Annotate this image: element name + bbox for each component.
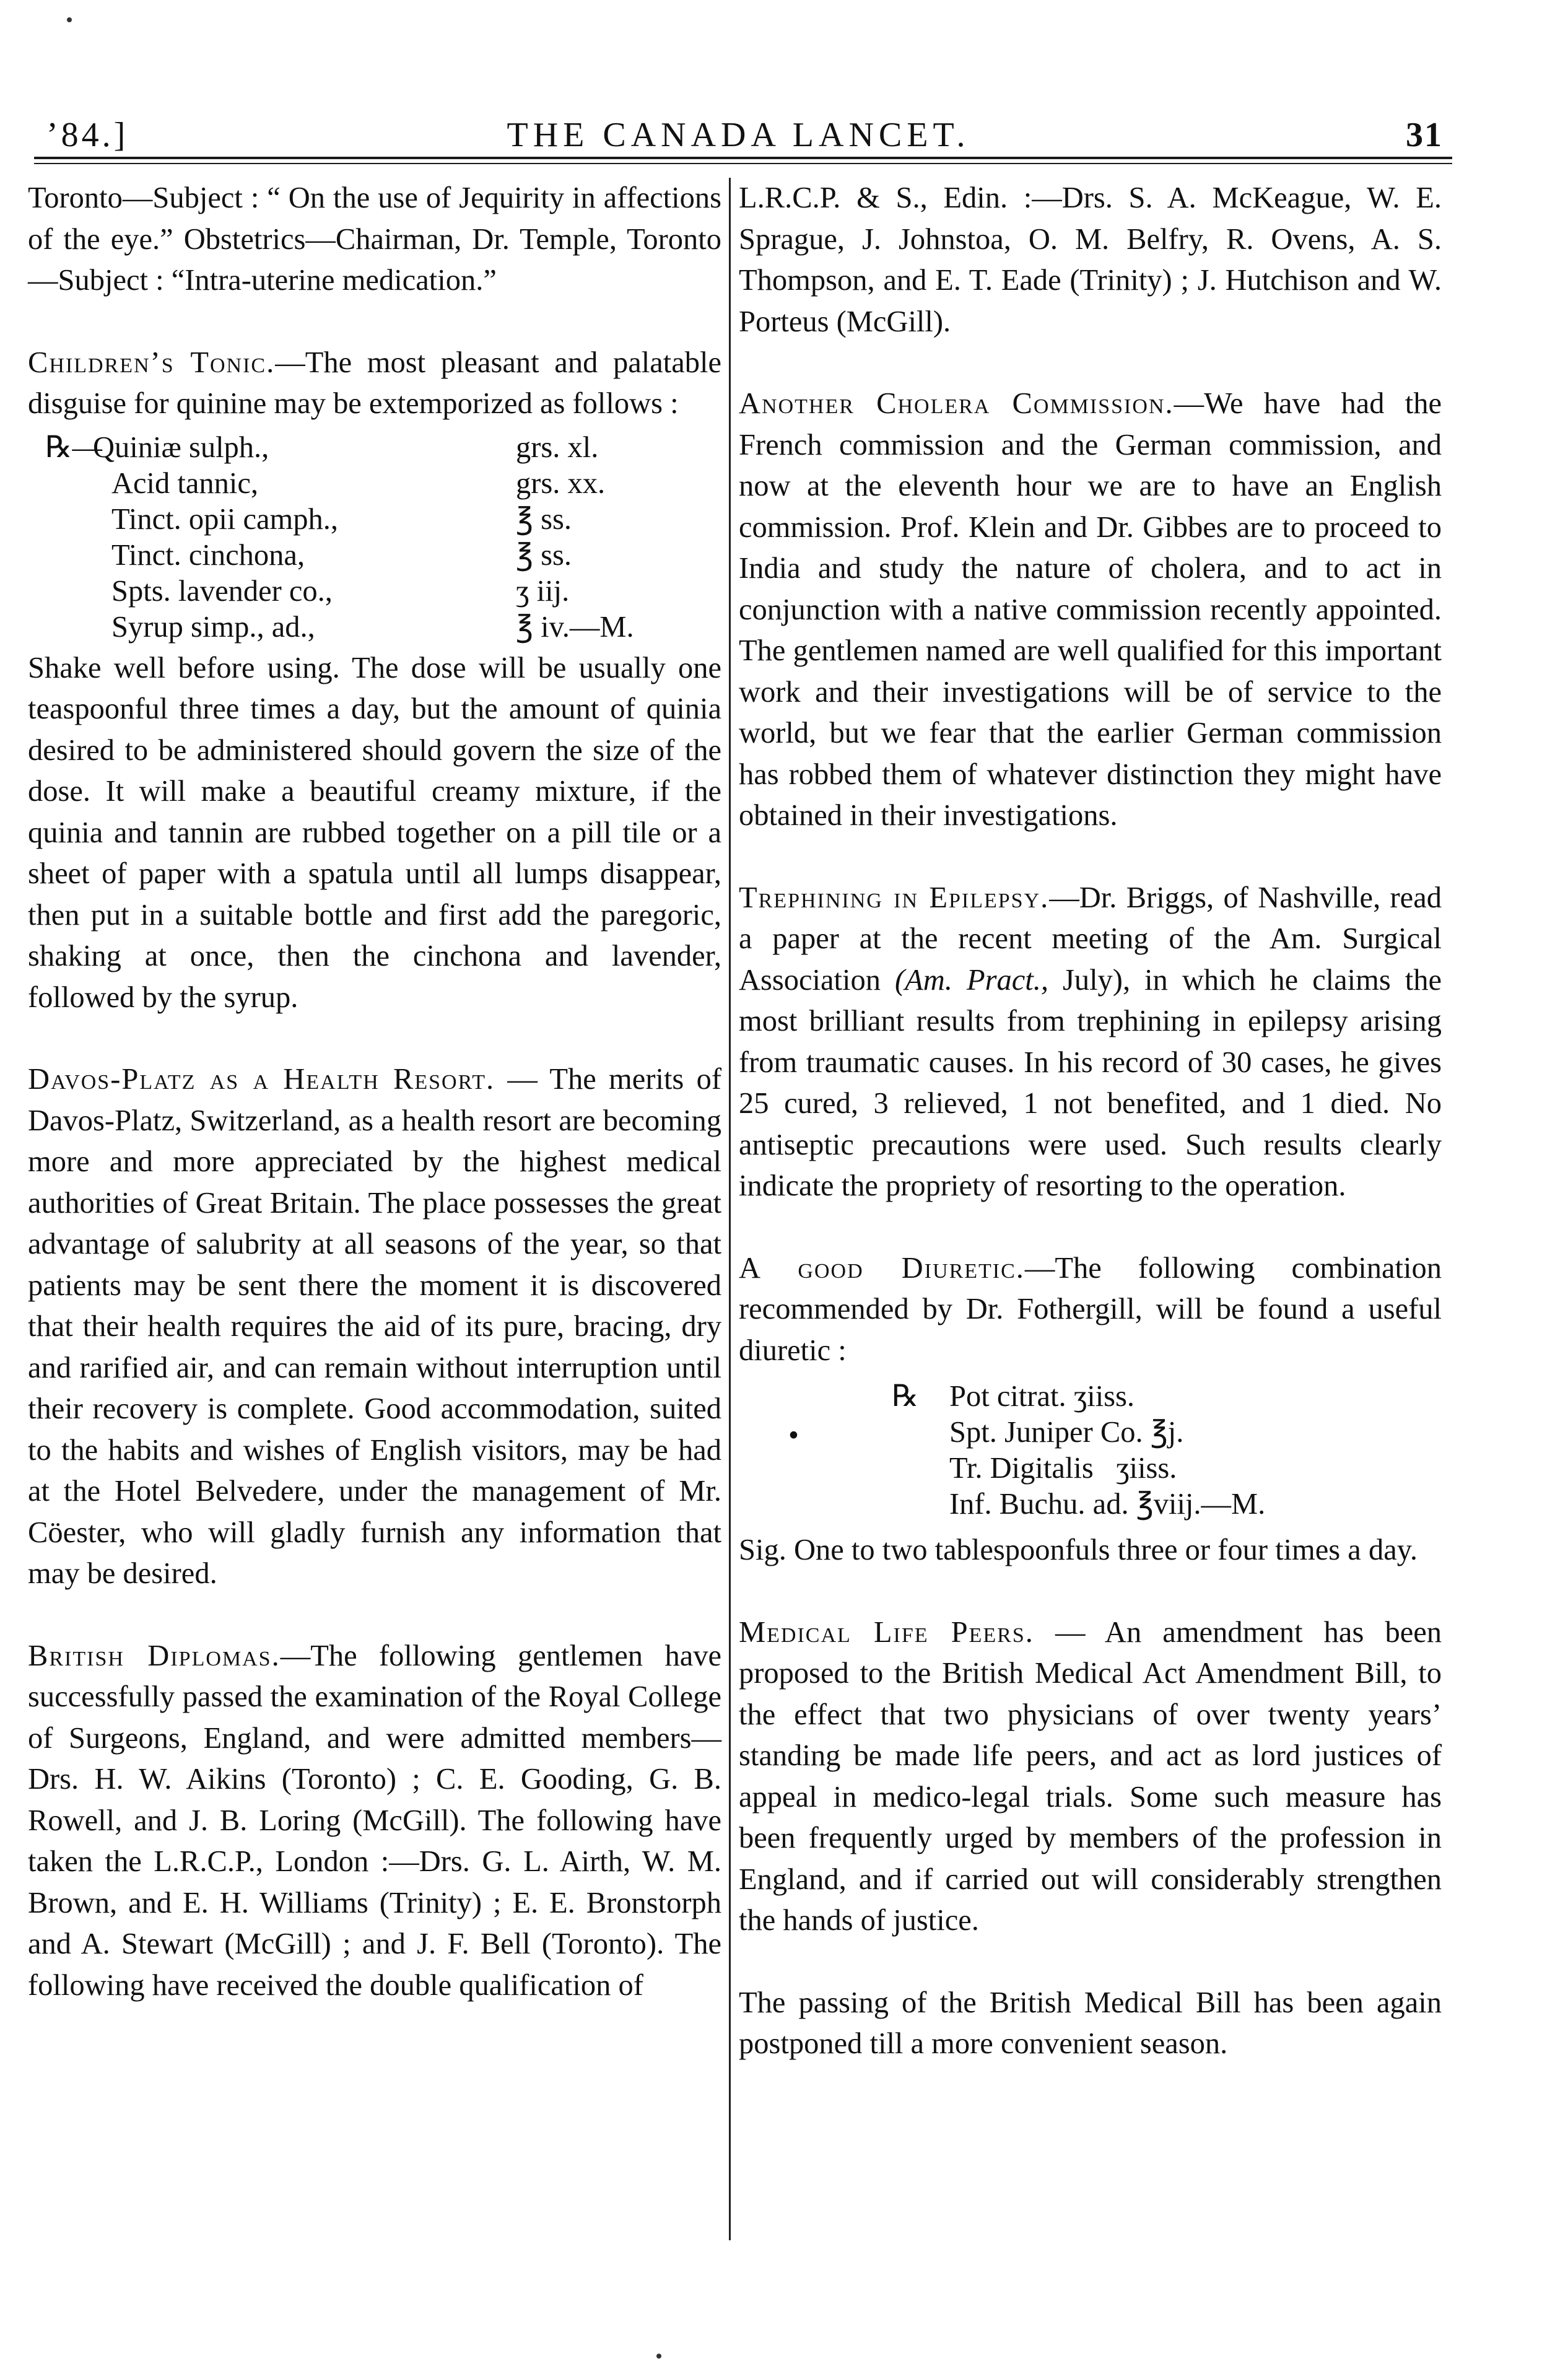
article-body: —The following gentlemen have successfully passed the examination of the Royal College of Surgeons, England, and were admitted members—Drs. H. W. Aikins (Toronto) ; C. E. Gooding, G. B. Rowell, and J. B. Loring (McGill). The following have taken the L.R.C.P., London :—Drs. G. L. Airth, W. M. Brown, and E. H. Williams (Trinity) ; E. E. Bronstorph and A. Stewart (McGill) ; and J. F. Bell (Toronto). The following have received the double qualification of [28,1639,721,2002]
dose: ℥ iv.—M. [516,610,634,644]
article-heading: British Diplomas. [28,1639,281,1672]
header-rule [34,157,1452,159]
dose: ℥ ss. [516,502,572,536]
prescription-line [739,1415,1442,1451]
print-dot: • [788,1419,799,1452]
recipe-symbol: ℞ [892,1380,919,1413]
diuretic-prescription [739,1379,1442,1522]
right-column [739,178,1442,2065]
diplomas-continuation [739,178,1442,343]
trephining-article [739,878,1442,1207]
directions-text: Shake well before using. The dose will be usually one teaspoonful three times a day, but the amount of quinia desired to be administered should govern the size of the dose. It will make a beautiful creamy mixture, if the quinia and tannin are rubbed together on a pill tile or a sheet of paper with a spatula until all lumps disappear, then put in a suitable bottle and first add the paregoric, shaking at once, then the cinchona and lavender, followed by the syrup. [28,651,721,1014]
article-body: —Dr. Briggs, of Nashville, read a paper at the recent meeting of the Am. Surgical Association [739,881,1442,997]
article-heading: Trephining in Epilepsy. [739,881,1050,914]
dose: grs. xx. [516,466,606,500]
continuation-text: L.R.C.P. & S., Edin. :—Drs. S. A. McKeague, W. E. Sprague, J. Johnstoa, O. M. Belfry, R. Ovens, A. S. Thompson, and E. T. Eade (Trinity) ; J. Hutchison and W. Porteus (McGill). [739,181,1442,338]
signature-text: Sig. One to two tablespoonfuls three or four times a day. [739,1534,1418,1566]
davos-platz-article [28,1059,721,1595]
column-divider [729,178,731,2240]
prescription-line [739,1486,1442,1522]
volume-year: ’84.] [46,116,129,154]
tonic-directions [28,648,721,1019]
childrens-tonic-article [28,343,721,425]
prescription-line [28,466,721,502]
article-heading: Medical Life Peers. [739,1615,1034,1649]
recipe-symbol: ℞— [45,430,102,464]
dosage-signature [739,1530,1442,1571]
article-body: — The merits of Davos-Platz, Switzerland, as a health resort are becoming more and more appreciated by the highest medical authorities of Great Britain. The place possesses the great advantage of salubrity at all seasons of the year, so that patients may be sent there the moment it is discovered that their health requires the aid of its pure, bracing, dry and rarified air, and can remain without interruption until their recovery is complete. Good accommodation, suited to the habits and wishes of English visitors, may be had at the Hotel Belvedere, under the management of Mr. Cöester, who will gladly furnish any information that may be desired. [28,1063,721,1590]
article-intro: —The most pleasant and palatable disguise for quinine may be extemporized as follows : [28,346,721,420]
closing-note [739,1983,1442,2065]
prescription-line [739,1451,1442,1486]
ingredient: Tr. Digitalis ʒiiss. [949,1452,1177,1485]
prescription-line [28,609,721,645]
ingredient: Quiniæ sulph., [93,430,269,464]
british-diplomas-article [28,1636,721,2007]
header-rule-thin [34,163,1452,164]
prescription-line [28,538,721,574]
page-number: 31 [1406,116,1443,154]
ingredient: Syrup simp., ad., [111,610,315,644]
article-heading: A good Diuretic. [739,1251,1025,1285]
prescription-line [28,574,721,609]
journal-title: THE CANADA LANCET. [507,116,970,154]
left-column [28,178,721,2006]
article-heading: Another Cholera Commission. [739,387,1174,420]
ingredient: Pot citrat. ʒiiss. [949,1380,1135,1413]
journal-citation: (Am. Pract., [895,963,1048,997]
dose: grs. xl. [516,430,599,464]
article-heading: Davos-Platz as a Health Resort. [28,1063,495,1096]
prescription-line [28,502,721,538]
ingredient: Inf. Buchu. ad. ℥viij.—M. [949,1488,1266,1521]
life-peers-article [739,1612,1442,1942]
article-body: —We have had the French commission and the German commission, and now at the eleventh hour we are to have an English commission. Prof. Klein and Dr. Gibbes are to proceed to India and study the nature of cholera, and to act in conjunction with a native commission recently appointed. The gentlemen named are well qualified for this important work and their investigations will be of service to the world, but we fear that the earlier German commission has robbed them of whatever distinction they might have obtained in their investigations. [739,387,1442,832]
ingredient: Spt. Juniper Co. ℥j. [949,1416,1184,1449]
print-speck [656,2354,661,2359]
article-body: — An amendment has been proposed to the British Medical Act Amendment Bill, to the effect that two physicians of over twenty years’ standing be made life peers, and act as lord justices of appeal in medico-legal trials. Some such measure has been frequently urged by members of the profession in England, and if carried out will considerably strengthen the hands of justice. [739,1615,1442,1937]
dose: ℥ ss. [516,538,572,572]
ingredient: Acid tannic, [111,466,259,500]
intro-text: Toronto—Subject : “ On the use of Jequirity in affections of the eye.” Obstetrics—Chairman, Dr. Temple, Toronto—Subject : “Intra-uterine medication.” [28,181,721,297]
ingredient: Tinct. opii camph., [111,502,338,536]
closing-text: The passing of the British Medical Bill has been again postponed till a more convenient season. [739,1986,1442,2060]
diuretic-article [739,1248,1442,1372]
article-intro: —The following combination recommended by Dr. Fothergill, will be found a useful diuretic : [739,1251,1442,1367]
article-heading: Children’s Tonic. [28,346,276,379]
ingredient: Spts. lavender co., [111,574,333,608]
print-speck [67,17,72,22]
ingredient: Tinct. cinchona, [111,538,305,572]
prescription-line [739,1379,1442,1415]
intro-paragraph [28,178,721,302]
cholera-commission-article [739,383,1442,837]
dose: ʒ iij. [516,574,570,608]
article-body-continued: July), in which he claims the most brilliant results from trephining in epilepsy arising from traumatic causes. In his record of 30 cases, he gives 25 cured, 3 relieved, 1 not benefited, and 1 died. No antiseptic precautions were used. Such results clearly indicate the propriety of resorting to the operation. [739,963,1442,1202]
tonic-prescription [28,430,721,645]
prescription-line [28,430,721,466]
